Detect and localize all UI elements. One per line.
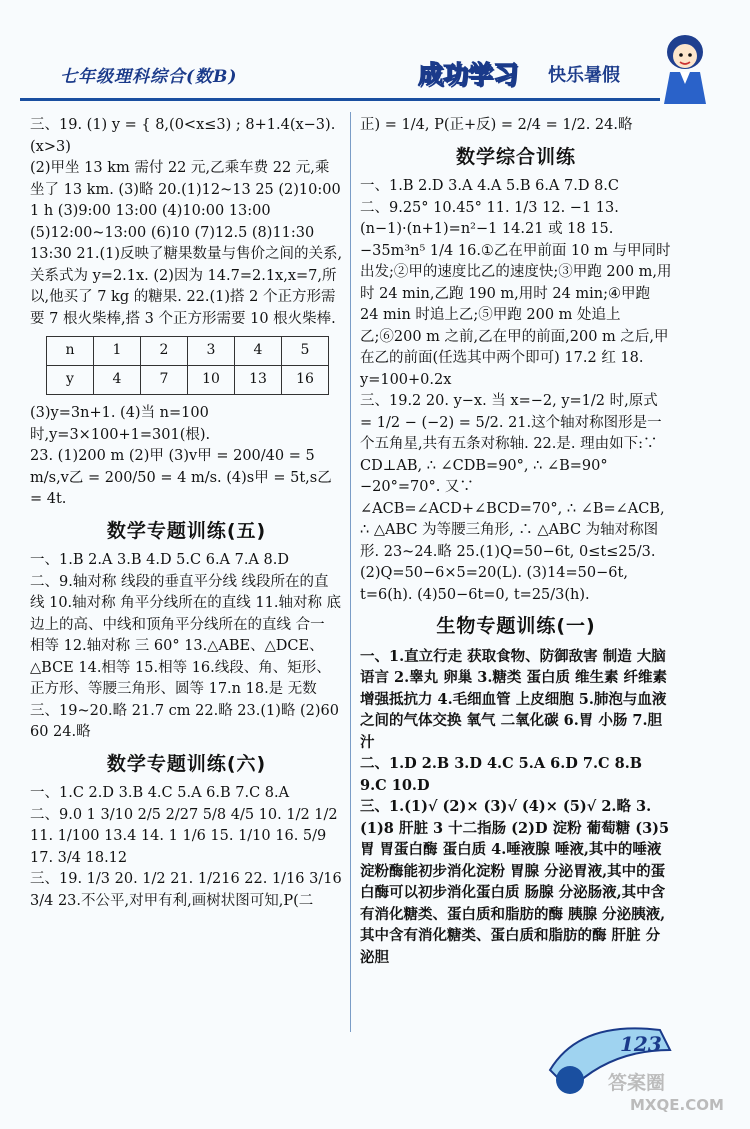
table-cell: 16 <box>282 366 329 395</box>
watermark-url: MXQE.COM <box>630 1096 724 1114</box>
table-cell: 13 <box>235 366 282 395</box>
left-column <box>30 115 347 912</box>
table-cell: 10 <box>188 366 235 395</box>
table-row <box>47 366 329 395</box>
answer-block: 23. (1)200 m (2)甲 (3)v甲 = 200/40 = 5 m/s,v乙 = 200/50 = 4 m/s. (4)s甲 = 5t,s乙 = 4t. <box>30 448 337 507</box>
brand-subtitle: 快乐暑假 <box>548 65 620 86</box>
answer-block: 三、19~20.略 21.7 cm 22.略 23.(1)略 (2)60 60 24.略 <box>30 702 344 740</box>
table-cell: 4 <box>94 366 141 395</box>
answer-block: 二、9.25° 10.45° 11. 1/3 12. −1 13.(n−1)·(n+1)=n²−1 14.21 或 18 15. −35m³n⁵ 1/4 16.①乙在甲前面 10 m 与甲同时出发;②甲的速度比乙的速度快;③甲跑 200 m,用时 24 min,乙跑 190 m,用时 24 min;④甲跑 24 min 时追上乙;⑤甲跑 200 m 处追上乙;⑥200 m 之前,乙在甲的前面,200 m 之后,甲在乙的前面(任选其中两个即可) 17.2 红 18. y=100+0.2x <box>360 199 672 388</box>
table-cell: 4 <box>235 337 282 366</box>
table-cell: y <box>47 366 94 395</box>
answer-block: 二、9.轴对称 线段的垂直平分线 线段所在的直线 10.轴对称 角平分线所在的直线 11.轴对称 底边上的高、中线和顶角平分线所在的直线 合一 相等 12.轴对称 三 60° 13.△ABE、△DCE、△BCE 14.相等 15.相等 16.线段、角、矩形、正方形、等腰三角形、圆等 17.n 18.是 无数 <box>30 573 342 697</box>
table-cell: n <box>47 337 94 366</box>
header-rule <box>20 98 660 101</box>
table-row <box>47 337 329 366</box>
mascot-icon <box>650 28 720 108</box>
answer-block: 一、1.直立行走 获取食物、防御敌害 制造 大脑 语言 2.睾丸 卵巢 3.糖类 蛋白质 维生素 纤维素 增强抵抗力 4.毛细血管 上皮细胞 5.肺泡与血液之间的气体交换 氧气 二氧化碳 6.胃 小肠 7.胆汁 <box>360 647 673 751</box>
brand-title: 成功学习 <box>418 60 519 89</box>
answer-block: (2)甲坐 13 km 需付 22 元,乙乘车费 22 元,乘坐了 13 km. (3)略 20.(1)12~13 25 (2)10:00 1 h (3)9:00 13:00 (4)10:00 13:00 (5)12:00~13:00 (6)10 (7)12.5 (8)11:30 13:30 21.(1)反映了糖果数量与售价之间的关系,关系式为 y=2.1x. (2)因为 14.7=2.1x,x=7,所以,他买了 7 kg 的糖果. 22.(1)搭 2 个正方形需要 7 根火柴棒,搭 3 个正方形需要 10 根火柴棒. <box>30 160 346 327</box>
watermark: 答案圈 <box>608 1072 666 1094</box>
table-cell: 2 <box>141 337 188 366</box>
answer-block: (3)y=3n+1. (4)当 n=100 时,y=3×100+1=301(根). <box>30 405 214 443</box>
answer-block: 二、1.D 2.B 3.D 4.C 5.A 6.D 7.C 8.B 9.C 10.D <box>360 755 648 794</box>
table-cell: 7 <box>141 366 188 395</box>
answer-block: 三、19.2 20. y−x. 当 x=−2, y=1/2 时,原式 = 1/2 − (−2) = 5/2. 21.这个轴对称图形是一个五角星,共有五条对称轴. 22.是. 理由如下:∵ CD⊥AB, ∴ ∠CDB=90°, ∴ ∠B=90°−20°=70°. 又∵ ∠ACB=∠ACD+∠BCD=70°, ∴ ∠B=∠ACB, ∴ △ABC 为等腰三角形, ∴ △ABC 为轴对称图形. 23~24.略 25.(1)Q=50−6t, 0≤t≤25/3. (2)Q=50−6×5=20(L). (3)14=50−6t, t=6(h). (4)50−6t=0, t=25/3(h). <box>360 393 670 603</box>
page-header <box>0 0 750 110</box>
table-cell: 3 <box>188 337 235 366</box>
answer-block: 正) = 1/4, P(正+反) = 2/4 = 1/2. 24.略 <box>360 117 633 133</box>
page-number: 123 <box>620 1032 662 1056</box>
section-title: 数学专题训练(六) <box>106 752 267 775</box>
section-title: 生物专题训练(一) <box>436 615 596 637</box>
answer-block: 二、9.0 1 3/10 2/5 2/27 5/8 4/5 10. 1/2 1/2 11. 1/100 13.4 14. 1 1/6 15. 1/10 16. 5/9 17. 3/4 18.12 <box>30 806 343 866</box>
section-title: 数学专题训练(五) <box>106 519 267 542</box>
book-title: 七年级理科综合(数B) <box>60 67 238 87</box>
answer-block: 三、19. (1) y = { 8,(0<x≤3) ; 8+1.4(x−3).(x>3) <box>30 117 336 155</box>
section-title: 数学综合训练 <box>455 145 576 168</box>
right-column <box>360 115 675 968</box>
answer-block: 三、19. 1/3 20. 1/2 21. 1/216 22. 1/16 3/16 3/4 23.不公平,对甲有利,画树状图可知,P(二 <box>30 871 347 909</box>
answer-block: 三、1.(1)√ (2)× (3)√ (4)× (5)√ 2.略 3.(1)8 肝脏 3 十二指肠 (2)D 淀粉 葡萄糖 (3)5 胃 胃蛋白酶 蛋白质 4.唾液腺 唾液,其中的唾液淀粉酶能初步消化淀粉 胃腺 分泌胃液,其中的蛋白酶可以初步消化蛋白质 肠腺 分泌肠液,其中含有消化糖类、蛋白质和脂肪的酶 胰腺 分泌胰液,其中含有消化糖类、蛋白质和脂肪的酶 肝脏 分泌胆 <box>360 798 675 966</box>
column-divider <box>350 112 351 1032</box>
answer-block: 一、1.C 2.D 3.B 4.C 5.A 6.B 7.C 8.A <box>30 785 290 801</box>
table-cell: 5 <box>282 337 329 366</box>
n-y-table <box>46 336 329 395</box>
table-cell: 1 <box>94 337 141 366</box>
answer-block: 一、1.B 2.A 3.B 4.D 5.C 6.A 7.A 8.D <box>30 552 290 568</box>
answer-block: 一、1.B 2.D 3.A 4.A 5.B 6.A 7.D 8.C <box>360 178 620 194</box>
